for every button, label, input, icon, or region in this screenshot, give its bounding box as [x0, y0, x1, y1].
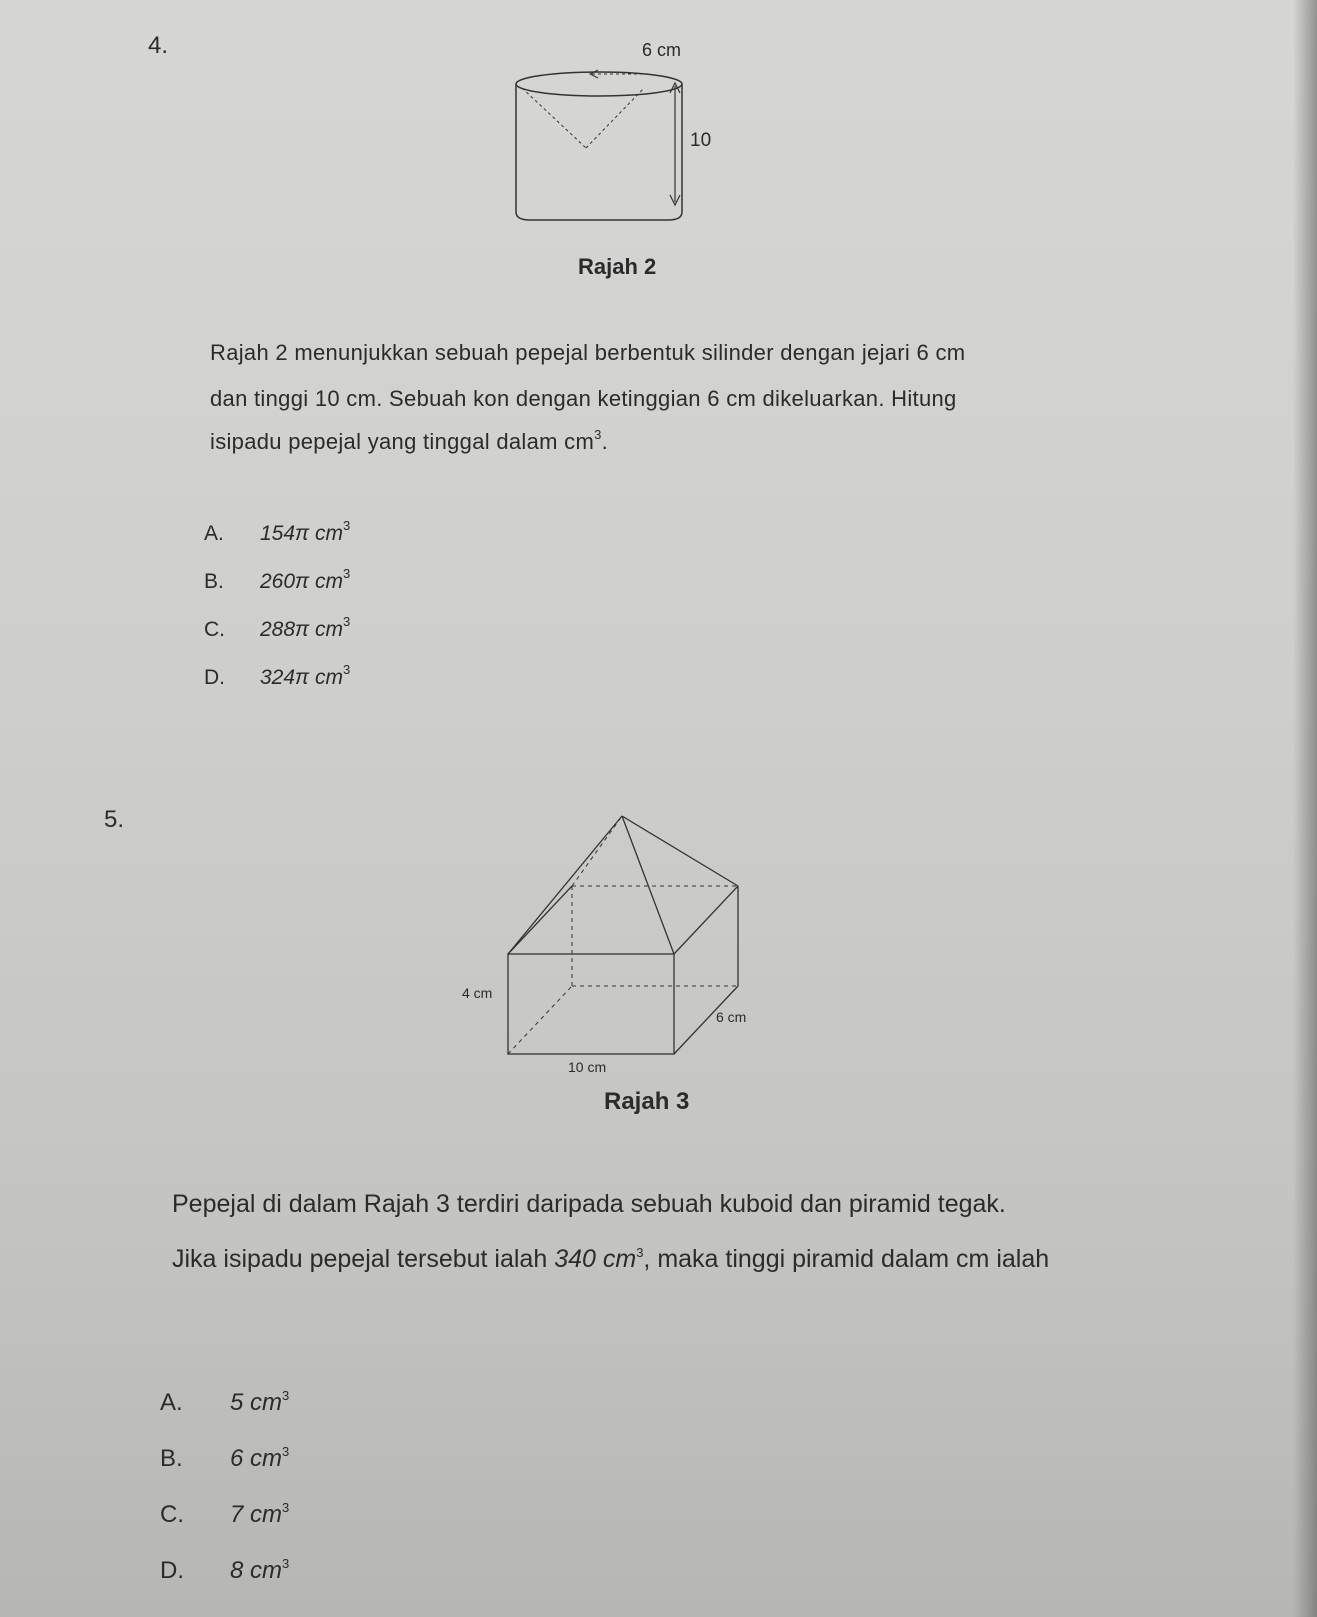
question-text-line: isipadu pepejal yang tinggal dalam $cm^3$. — [210, 427, 609, 454]
cylinder-diagram — [500, 30, 760, 230]
option-b[interactable]: B. 260π $cm^3$ — [204, 566, 351, 593]
cuboid-top-left-edge — [508, 886, 572, 954]
cuboid-bottom-left-edge — [508, 986, 572, 1054]
page-edge-shadow — [1293, 0, 1317, 1617]
cuboid-top-right-edge — [674, 886, 738, 954]
question-text-line: Pepejal di dalam Rajah 3 terdiri daripada sebuah kuboid dan piramid tegak. — [172, 1190, 1006, 1218]
question-text-line: Jika isipadu pepejal tersebut ialah 340 $cm^3$, maka tinggi piramid dalam cm ialah — [172, 1245, 1050, 1273]
question-number: 4. — [148, 32, 169, 59]
radius-label: 6 cm — [642, 40, 682, 60]
pyramid-edge — [508, 816, 622, 954]
label-10cm: 10 cm — [568, 1059, 607, 1075]
option-b[interactable]: B. 6 $cm^3$ — [160, 1444, 290, 1472]
option-a[interactable]: A. 154π $cm^3$ — [204, 518, 351, 545]
label-4cm: 4 cm — [462, 985, 493, 1001]
option-c[interactable]: C. 7 $cm^3$ — [160, 1500, 290, 1528]
pyramid-edge — [622, 816, 738, 886]
pyramid-edge — [622, 816, 674, 954]
height-label: 10 — [690, 130, 712, 151]
cylinder-top — [516, 72, 682, 96]
option-a[interactable]: A. 5 $cm^3$ — [160, 1388, 290, 1416]
label-6cm: 6 cm — [716, 1009, 747, 1025]
figure-caption: Rajah 3 — [604, 1088, 690, 1115]
option-d[interactable]: D. 8 $cm^3$ — [160, 1556, 290, 1584]
question-text-line: dan tinggi 10 cm. Sebuah kon dengan ketinggian 6 cm dikeluarkan. Hitung — [210, 386, 957, 411]
question-text-line: Rajah 2 menunjukkan sebuah pepejal berbentuk silinder dengan jejari 6 cm — [210, 340, 966, 365]
option-c[interactable]: C. 288π $cm^3$ — [204, 614, 351, 641]
cuboid-front-face — [508, 954, 674, 1054]
cone-right-edge — [586, 88, 644, 148]
pyramid-hidden-edge — [572, 816, 622, 886]
cone-left-edge — [522, 88, 586, 148]
cylinder-bottom — [516, 212, 682, 220]
figure-caption: Rajah 2 — [578, 254, 657, 279]
option-d[interactable]: D. 324π $cm^3$ — [204, 662, 351, 689]
question-number: 5. — [104, 806, 125, 833]
cuboid-pyramid-diagram — [440, 800, 770, 1080]
